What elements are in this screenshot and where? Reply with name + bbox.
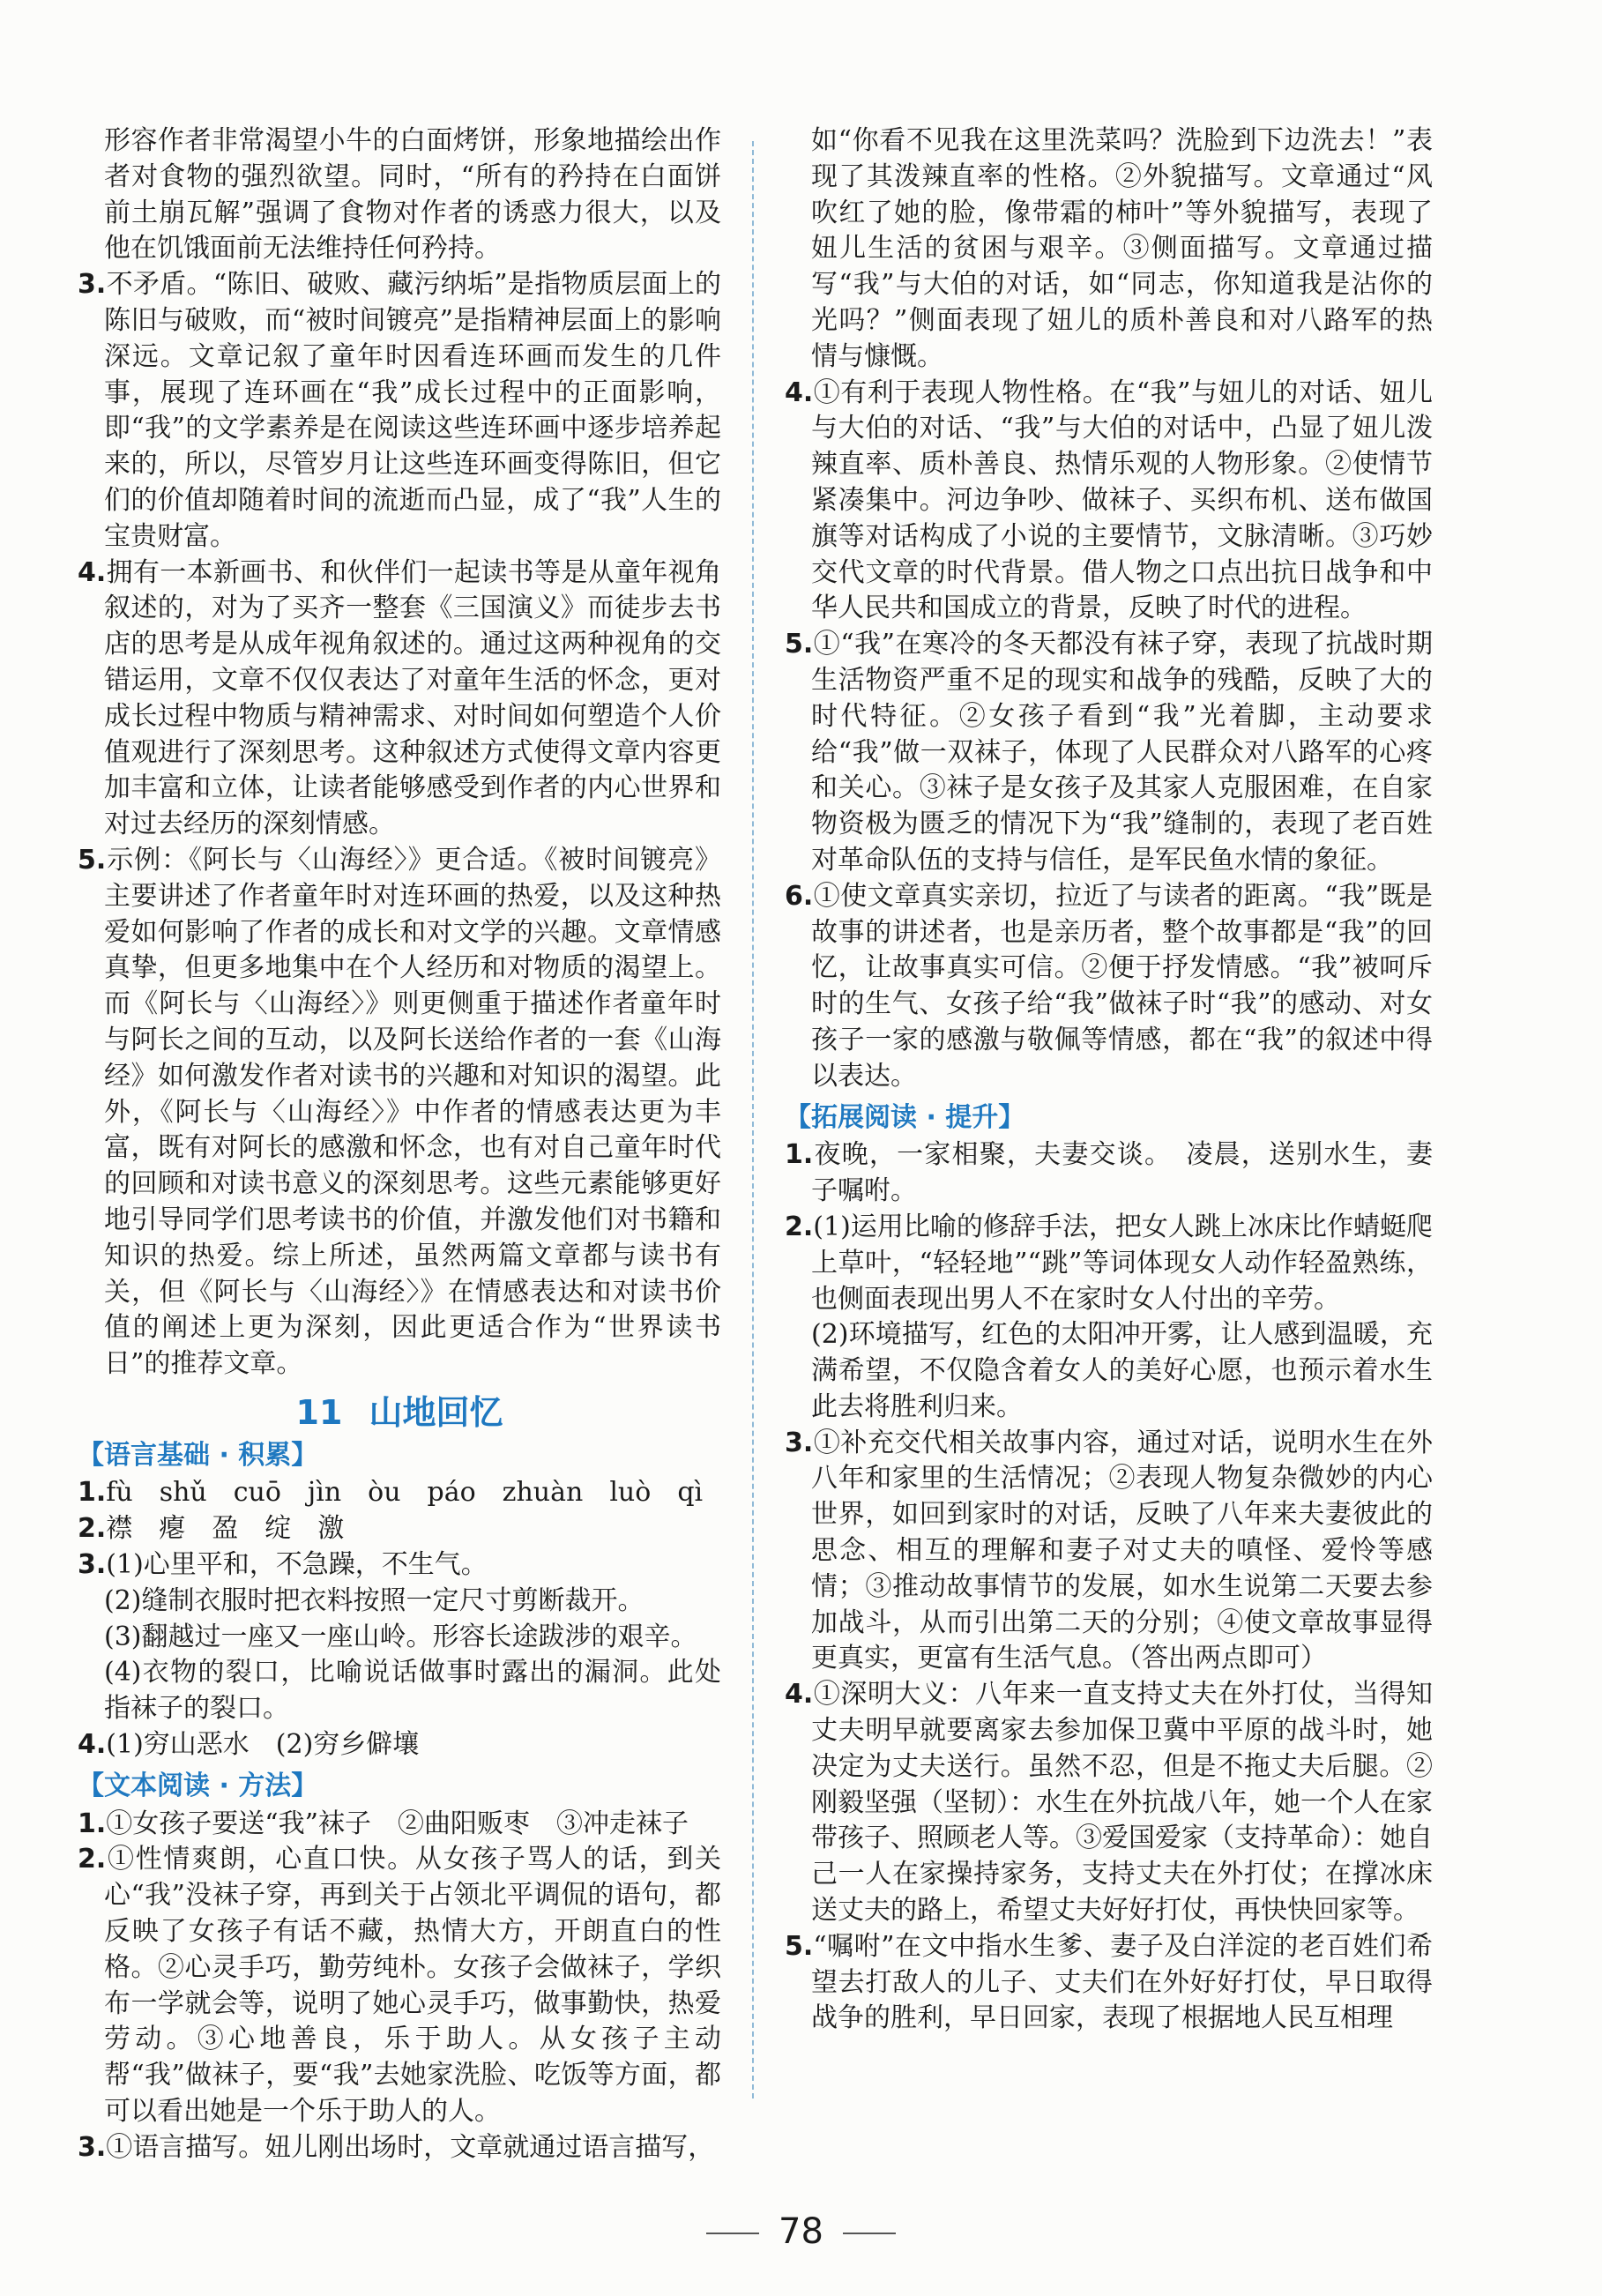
lesson-title bbox=[78, 1392, 721, 1432]
paragraph-continued: 如“你看不见我在这里洗菜吗？洗脸到下边洗去！”表现了其泼辣直率的性格。②外貌描写。文章通过“风吹红了她的脸，像带霜的柿叶”等外貌描写，表现了妞儿生活的贫困与艰辛。③侧面描写。文章通过描写“我”与大伯的对话，如“同志，你知道我是沾你的光吗？”侧面表现了妞儿的质朴善良和对八路军的热情与慷慨。 bbox=[811, 125, 1433, 372]
answer-number: 3. bbox=[78, 1549, 107, 1581]
answer-number: 3. bbox=[785, 1427, 814, 1458]
lesson-number: 11 bbox=[295, 1392, 343, 1432]
footer-dash-right bbox=[843, 2233, 896, 2234]
answer-text: 不矛盾。“陈旧、破败、藏污纳垢”是指物质层面上的陈旧与破败，而“被时间镀亮”是指精神层面上的影响深远。文章记叙了童年时因看连环画而发生的几件事，展现了连环画在“我”成长过程中的正面影响，即“我”的文学素养是在阅读这些连环画中逐步培养起来的，所以，尽管岁月让这些连环画变得陈旧，但它们的价值却随着时间的流逝而凸显，成了“我”人生的宝贵财富。 bbox=[104, 269, 721, 552]
answer-number: 3. bbox=[78, 2131, 107, 2163]
answer-text: 拥有一本新画书、和伙伴们一起读书等是从童年视角叙述的，对为了买齐一整套《三国演义》而徒步去书店的思考是从成年视角叙述的。通过这两种视角的交错运用，文章不仅仅表达了对童年生活的怀念，更对成长过程中物质与精神需求、对时间如何塑造个人价值观进行了深刻思考。这种叙述方式使得文章内容更加丰富和立体，让读者能够感受到作者的内心世界和对过去经历的深刻情感。 bbox=[104, 556, 721, 840]
reading-answer-5 bbox=[785, 627, 1433, 879]
answer-text: ①使文章真实亲切，拉近了与读者的距离。“我”既是故事的讲述者，也是亲历者，整个故事都是“我”的回忆，让故事真实可信。②便于抒发情感。“我”被呵斥时的生气、女孩子给“我”做袜子时“我”的感动、对女孩子一家的感激与敬佩等情感，都在“我”的叙述中得以表达。 bbox=[811, 880, 1433, 1092]
page-footer bbox=[0, 2211, 1602, 2252]
section-header-language: 【语言基础 · 积累】 bbox=[78, 1439, 318, 1471]
answer-text: ①性情爽朗，心直口快。从女孩子骂人的话，到关心“我”没袜子穿，再到关于占领北平调侃的语句，都反映了女孩子有话不藏，热情大方，开朗直白的性格。②心灵手巧，勤劳纯朴。女孩子会做袜子，学织布一学就会等，说明了她心灵手巧，做事勤快，热爱劳动。③心地善良，乐于助人。从女孩子主动帮“我”做袜子，要“我”去她家洗脸、吃饭等方面，都可以看出她是一个乐于助人的人。 bbox=[104, 1844, 721, 2128]
answer-3-sub-2: (2)缝制衣服时把衣料按照一定尺寸剪断裁开。 bbox=[104, 1584, 645, 1616]
answer-number: 6. bbox=[785, 880, 814, 912]
answer-2-characters bbox=[78, 1511, 721, 1547]
extended-answer-2-sub-2: (2)环境描写，红色的太阳冲开雾，让人感到温暖，充满希望，不仅隐含着女人的美好心愿，也预示着水生此去将胜利归来。 bbox=[811, 1319, 1433, 1422]
left-column bbox=[78, 123, 721, 2166]
answer-text: ①女孩子要送“我”袜子 ②曲阳贩枣 ③冲走袜子 bbox=[106, 1808, 689, 1839]
section-header-reading: 【文本阅读 · 方法】 bbox=[78, 1770, 318, 1801]
answer-number: 2. bbox=[78, 1844, 107, 1875]
answer-number: 2. bbox=[78, 1513, 107, 1545]
reading-answer-3 bbox=[78, 2130, 721, 2166]
answer-text: ①“我”在寒冷的冬天都没有袜子穿，表现了抗战时期生活物资严重不足的现实和战争的残酷，反映了大的时代特征。②女孩子看到“我”光着脚，主动要求给“我”做一双袜子，体现了人民群众对八路军的心疼和关心。③袜子是女孩子及其家人克服困难，在自家物资极为匮乏的情况下为“我”缝制的，表现了老百姓对革命队伍的支持与信任，是军民鱼水情的象征。 bbox=[811, 629, 1433, 876]
extended-answer-3 bbox=[785, 1426, 1433, 1678]
answer-number: 3. bbox=[78, 269, 107, 301]
footer-dash-left bbox=[706, 2233, 759, 2234]
answer-3-meanings bbox=[78, 1547, 721, 1584]
answer-number: 5. bbox=[78, 844, 107, 876]
answer-number: 1. bbox=[78, 1808, 107, 1839]
answer-text: ①深明大义：八年来一直支持丈夫在外打仗，当得知丈夫明早就要离家去参加保卫冀中平原的战斗时，她决定为丈夫送行。虽然不忍，但是不拖丈夫后腿。②刚毅坚强（坚韧）：水生在外抗战八年，她一个人在家带孩子、照顾老人等。③爱国爱家（支持革命）：她自己一人在家操持家务，支持丈夫在外打仗；在撑冰床送丈夫的路上，希望丈夫好好打仗，再快快回家等。 bbox=[811, 1679, 1433, 1927]
reading-answer-4 bbox=[785, 376, 1433, 628]
reading-answer-1 bbox=[78, 1807, 721, 1843]
answer-text: 襟 瘪 盈 绽 激 bbox=[106, 1513, 345, 1545]
section-header-extended: 【拓展阅读 · 提升】 bbox=[785, 1101, 1025, 1133]
answer-3-sub-4: (4)衣物的裂口，比喻说话做事时露出的漏洞。此处指袜子的裂口。 bbox=[104, 1657, 721, 1725]
column-divider bbox=[752, 141, 754, 2098]
answer-number: 2. bbox=[785, 1211, 814, 1242]
answer-number: 4. bbox=[78, 1729, 107, 1761]
answer-1-pinyin bbox=[78, 1475, 721, 1511]
extended-answer-1 bbox=[785, 1137, 1433, 1210]
extended-answer-2 bbox=[785, 1210, 1433, 1317]
answer-4 bbox=[78, 555, 721, 843]
right-column bbox=[785, 123, 1433, 2037]
extended-answer-4 bbox=[785, 1677, 1433, 1929]
page-number: 78 bbox=[779, 2211, 823, 2252]
answer-number: 5. bbox=[785, 1930, 814, 1962]
lesson-name: 山地回忆 bbox=[369, 1392, 503, 1432]
answer-number: 4. bbox=[78, 556, 107, 588]
answer-text: (1)运用比喻的修辞手法，把女人跳上冰床比作蜻蜓爬上草叶，“轻轻地”“跳”等词体现女人动作轻盈熟练，也侧面表现出男人不在家时女人付出的辛劳。 bbox=[811, 1211, 1433, 1315]
answer-text: (1)穷山恶水 (2)穷乡僻壤 bbox=[106, 1729, 420, 1761]
answer-text: (1)心里平和，不急躁，不生气。 bbox=[106, 1549, 488, 1581]
answer-3 bbox=[78, 267, 721, 555]
reading-answer-6 bbox=[785, 879, 1433, 1095]
answer-text: 示例：《阿长与〈山海经〉》更合适。《被时间镀亮》主要讲述了作者童年时对连环画的热爱，以及这种热爱如何影响了作者的成长和对文学的兴趣。文章情感真挚，但更多地集中在个人经历和对物质的渴望上。而《阿长与〈山海经〉》则更侧重于描述作者童年时与阿长之间的互动，以及阿长送给作者的一套《山海经》如何激发作者对读书的兴趣和对知识的渴望。此外，《阿长与〈山海经〉》中作者的情感表达更为丰富，既有对阿长的感激和怀念，也有对自己童年时代的回顾和对读书意义的深刻思考。这些元素能够更好地引导同学们思考读书的价值，并激发他们对书籍和知识的热爱。综上所述，虽然两篇文章都与读书有关，但《阿长与〈山海经〉》在情感表达和对读书价值的阐述上更为深刻，因此更适合作为“世界读书日”的推荐文章。 bbox=[104, 844, 721, 1380]
reading-answer-2 bbox=[78, 1842, 721, 2129]
paragraph-continued: 形容作者非常渴望小牛的白面烤饼，形象地描绘出作者对食物的强烈欲望。同时，“所有的矜持在白面饼前土崩瓦解”强调了食物对作者的诱惑力很大，以及他在饥饿面前无法维持任何矜持。 bbox=[104, 125, 721, 265]
answer-text: ①语言描写。妞儿刚出场时，文章就通过语言描写， bbox=[106, 2131, 715, 2163]
answer-text: 夜晚，一家相聚，夫妻交谈。 凌晨，送别水生，妻子嘱咐。 bbox=[811, 1139, 1433, 1207]
answer-text: ①有利于表现人物性格。在“我”与妞儿的对话、妞儿与大伯的对话、“我”与大伯的对话中，凸显了妞儿泼辣直率、质朴善良、热情乐观的人物形象。②使情节紧凑集中。河边争吵、做袜子、买织布机、送布做国旗等对话构成了小说的主要情节，文脉清晰。③巧妙交代文章的时代背景。借人物之口点出抗日战争和中华人民共和国成立的背景，反映了时代的进程。 bbox=[811, 376, 1433, 624]
answer-number: 4. bbox=[785, 1679, 814, 1711]
answer-text: fù shǔ cuō jìn òu páo zhuàn luò qì bbox=[106, 1477, 704, 1509]
answer-text: ①补充交代相关故事内容，通过对话，说明水生在外八年和家里的生活情况；②表现人物复杂微妙的内心世界，如回到家时的对话，反映了八年来夫妻彼此的思念、相互的理解和妻子对丈夫的嗔怪、爱怜等感情；③推动故事情节的发展，如水生说第二天要去参加战斗，从而引出第二天的分别；④使文章故事显得更真实，更富有生活气息。（答出两点即可） bbox=[811, 1427, 1433, 1674]
answer-text: “嘱咐”在文中指水生爹、妻子及白洋淀的老百姓们希望去打敌人的儿子、丈夫们在外好好打仗，早日取得战争的胜利，早日回家，表现了根据地人民互相理 bbox=[811, 1930, 1433, 2034]
answer-4-idioms bbox=[78, 1727, 721, 1763]
answer-number: 1. bbox=[785, 1139, 814, 1171]
answer-number: 5. bbox=[785, 629, 814, 660]
answer-5 bbox=[78, 843, 721, 1383]
answer-number: 4. bbox=[785, 376, 814, 408]
answer-3-sub-3: (3)翻越过一座又一座山岭。形容长途跋涉的艰辛。 bbox=[104, 1621, 697, 1652]
extended-answer-5 bbox=[785, 1929, 1433, 2037]
answer-number: 1. bbox=[78, 1477, 107, 1509]
